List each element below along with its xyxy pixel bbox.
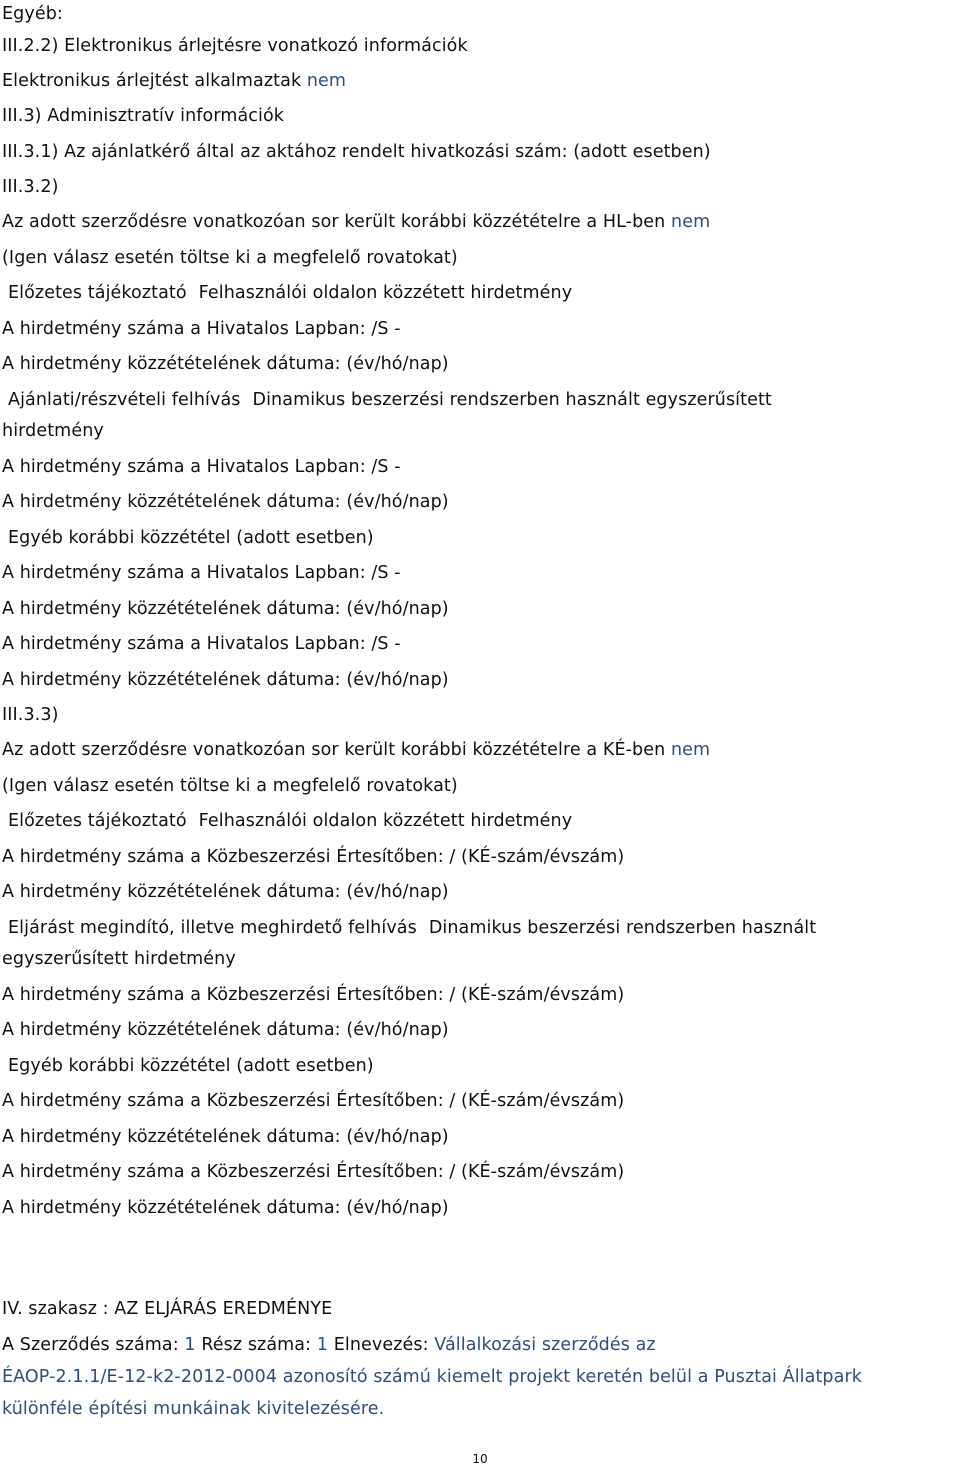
section-heading-iii3: III.3) Adminisztratív információk (2, 106, 285, 126)
dps-ke-label-continued: egyszerűsített hirdetmény (2, 949, 236, 969)
eauction-line (2, 70, 346, 92)
other-prior-publication: Egyéb korábbi közzététel (adott esetben) (8, 1056, 374, 1076)
ke-number-line: A hirdetmény száma a Közbeszerzési Értesítőben: / (KÉ-szám/évszám) (2, 985, 625, 1005)
hl-value: nem (671, 212, 711, 232)
lot-number-value: 1 (316, 1335, 329, 1355)
publication-date-line: A hirdetmény közzétételének dátuma: (év/hó/nap) (2, 882, 449, 902)
buyer-profile-label: Felhasználói oldalon közzétett hirdetmény (198, 283, 573, 303)
contract-number-label: A Szerződés száma: (2, 1335, 179, 1355)
ke-question: Az adott szerződésre vonatkozóan sor került korábbi közzétételre a KÉ-ben (2, 740, 666, 760)
eauction-label: Elektronikus árlejtést alkalmaztak (2, 71, 302, 91)
ke-publication-line (2, 739, 710, 761)
oj-number-line: A hirdetmény száma a Hivatalos Lapban: /S - (2, 319, 401, 339)
hl-call-line (8, 389, 772, 411)
initiating-call-label: Eljárást megindító, illetve meghirdető felhívás (8, 918, 417, 938)
ke-value: nem (670, 740, 711, 760)
contract-title-continued: ÉAOP-2.1.1/E-12-k2-2012-0004 azonosító számú kiemelt projekt keretén belül a Pusztai Állatpark (2, 1367, 862, 1387)
publication-date-line: A hirdetmény közzétételének dátuma: (év/hó/nap) (2, 1127, 449, 1147)
prior-info-label: Előzetes tájékoztató (8, 283, 187, 303)
dps-label-continued: hirdetmény (2, 421, 104, 441)
ke-prior-info-line (8, 810, 572, 832)
section-heading-iv: IV. szakasz : AZ ELJÁRÁS EREDMÉNYE (2, 1299, 333, 1319)
other-prior-publication: Egyéb korábbi közzététel (adott esetben) (8, 528, 374, 548)
lot-number-label: Rész száma: (201, 1335, 312, 1355)
contract-number-value: 1 (184, 1335, 196, 1355)
oj-number-line: A hirdetmény száma a Hivatalos Lapban: /S - (2, 634, 401, 654)
buyer-profile-label: Felhasználói oldalon közzétett hirdetmény (198, 811, 573, 831)
contract-title-label: Elnevezés: (333, 1335, 429, 1355)
call-for-tenders-label: Ajánlati/részvételi felhívás (8, 390, 241, 410)
reference-number-line: III.3.1) Az ajánlatkérő által az aktához rendelt hivatkozási szám: (adott esetben) (2, 142, 711, 162)
contract-title-end: különféle építési munkáinak kivitelezésére. (2, 1399, 385, 1419)
oj-number-line: A hirdetmény száma a Hivatalos Lapban: /S - (2, 457, 401, 477)
ke-call-line (8, 917, 816, 939)
if-yes-note: (Igen válasz esetén töltse ki a megfelelő rovatokat) (2, 776, 458, 796)
section-heading-iii32: III.3.2) (2, 177, 59, 197)
hl-publication-line (2, 211, 710, 233)
oj-number-line: A hirdetmény száma a Hivatalos Lapban: /S - (2, 563, 401, 583)
publication-date-line: A hirdetmény közzétételének dátuma: (év/hó/nap) (2, 354, 449, 374)
ke-number-line: A hirdetmény száma a Közbeszerzési Értesítőben: / (KÉ-szám/évszám) (2, 847, 625, 867)
ke-number-line: A hirdetmény száma a Közbeszerzési Értesítőben: / (KÉ-szám/évszám) (2, 1091, 625, 1111)
contract-line (2, 1334, 656, 1356)
publication-date-line: A hirdetmény közzétételének dátuma: (év/hó/nap) (2, 670, 449, 690)
eauction-value: nem (306, 71, 347, 91)
other-label: Egyéb: (2, 4, 63, 24)
hl-question: Az adott szerződésre vonatkozóan sor került korábbi közzétételre a HL-ben (2, 212, 666, 232)
publication-date-line: A hirdetmény közzétételének dátuma: (év/hó/nap) (2, 1198, 449, 1218)
contract-title-value: Vállalkozási szerződés az (434, 1335, 656, 1355)
hl-prior-info-line (8, 282, 572, 304)
section-heading-iii33: III.3.3) (2, 705, 59, 725)
prior-info-label: Előzetes tájékoztató (8, 811, 187, 831)
ke-number-line: A hirdetmény száma a Közbeszerzési Értesítőben: / (KÉ-szám/évszám) (2, 1162, 625, 1182)
publication-date-line: A hirdetmény közzétételének dátuma: (év/hó/nap) (2, 1020, 449, 1040)
dps-ke-label: Dinamikus beszerzési rendszerben használt (428, 918, 817, 938)
publication-date-line: A hirdetmény közzétételének dátuma: (év/hó/nap) (2, 599, 449, 619)
if-yes-note: (Igen válasz esetén töltse ki a megfelelő rovatokat) (2, 248, 458, 268)
dps-label: Dinamikus beszerzési rendszerben használt egyszerűsített (252, 390, 772, 410)
page-number: 10 (472, 1452, 488, 1466)
publication-date-line: A hirdetmény közzétételének dátuma: (év/hó/nap) (2, 492, 449, 512)
section-heading-iii22: III.2.2) Elektronikus árlejtésre vonatkozó információk (2, 36, 468, 56)
